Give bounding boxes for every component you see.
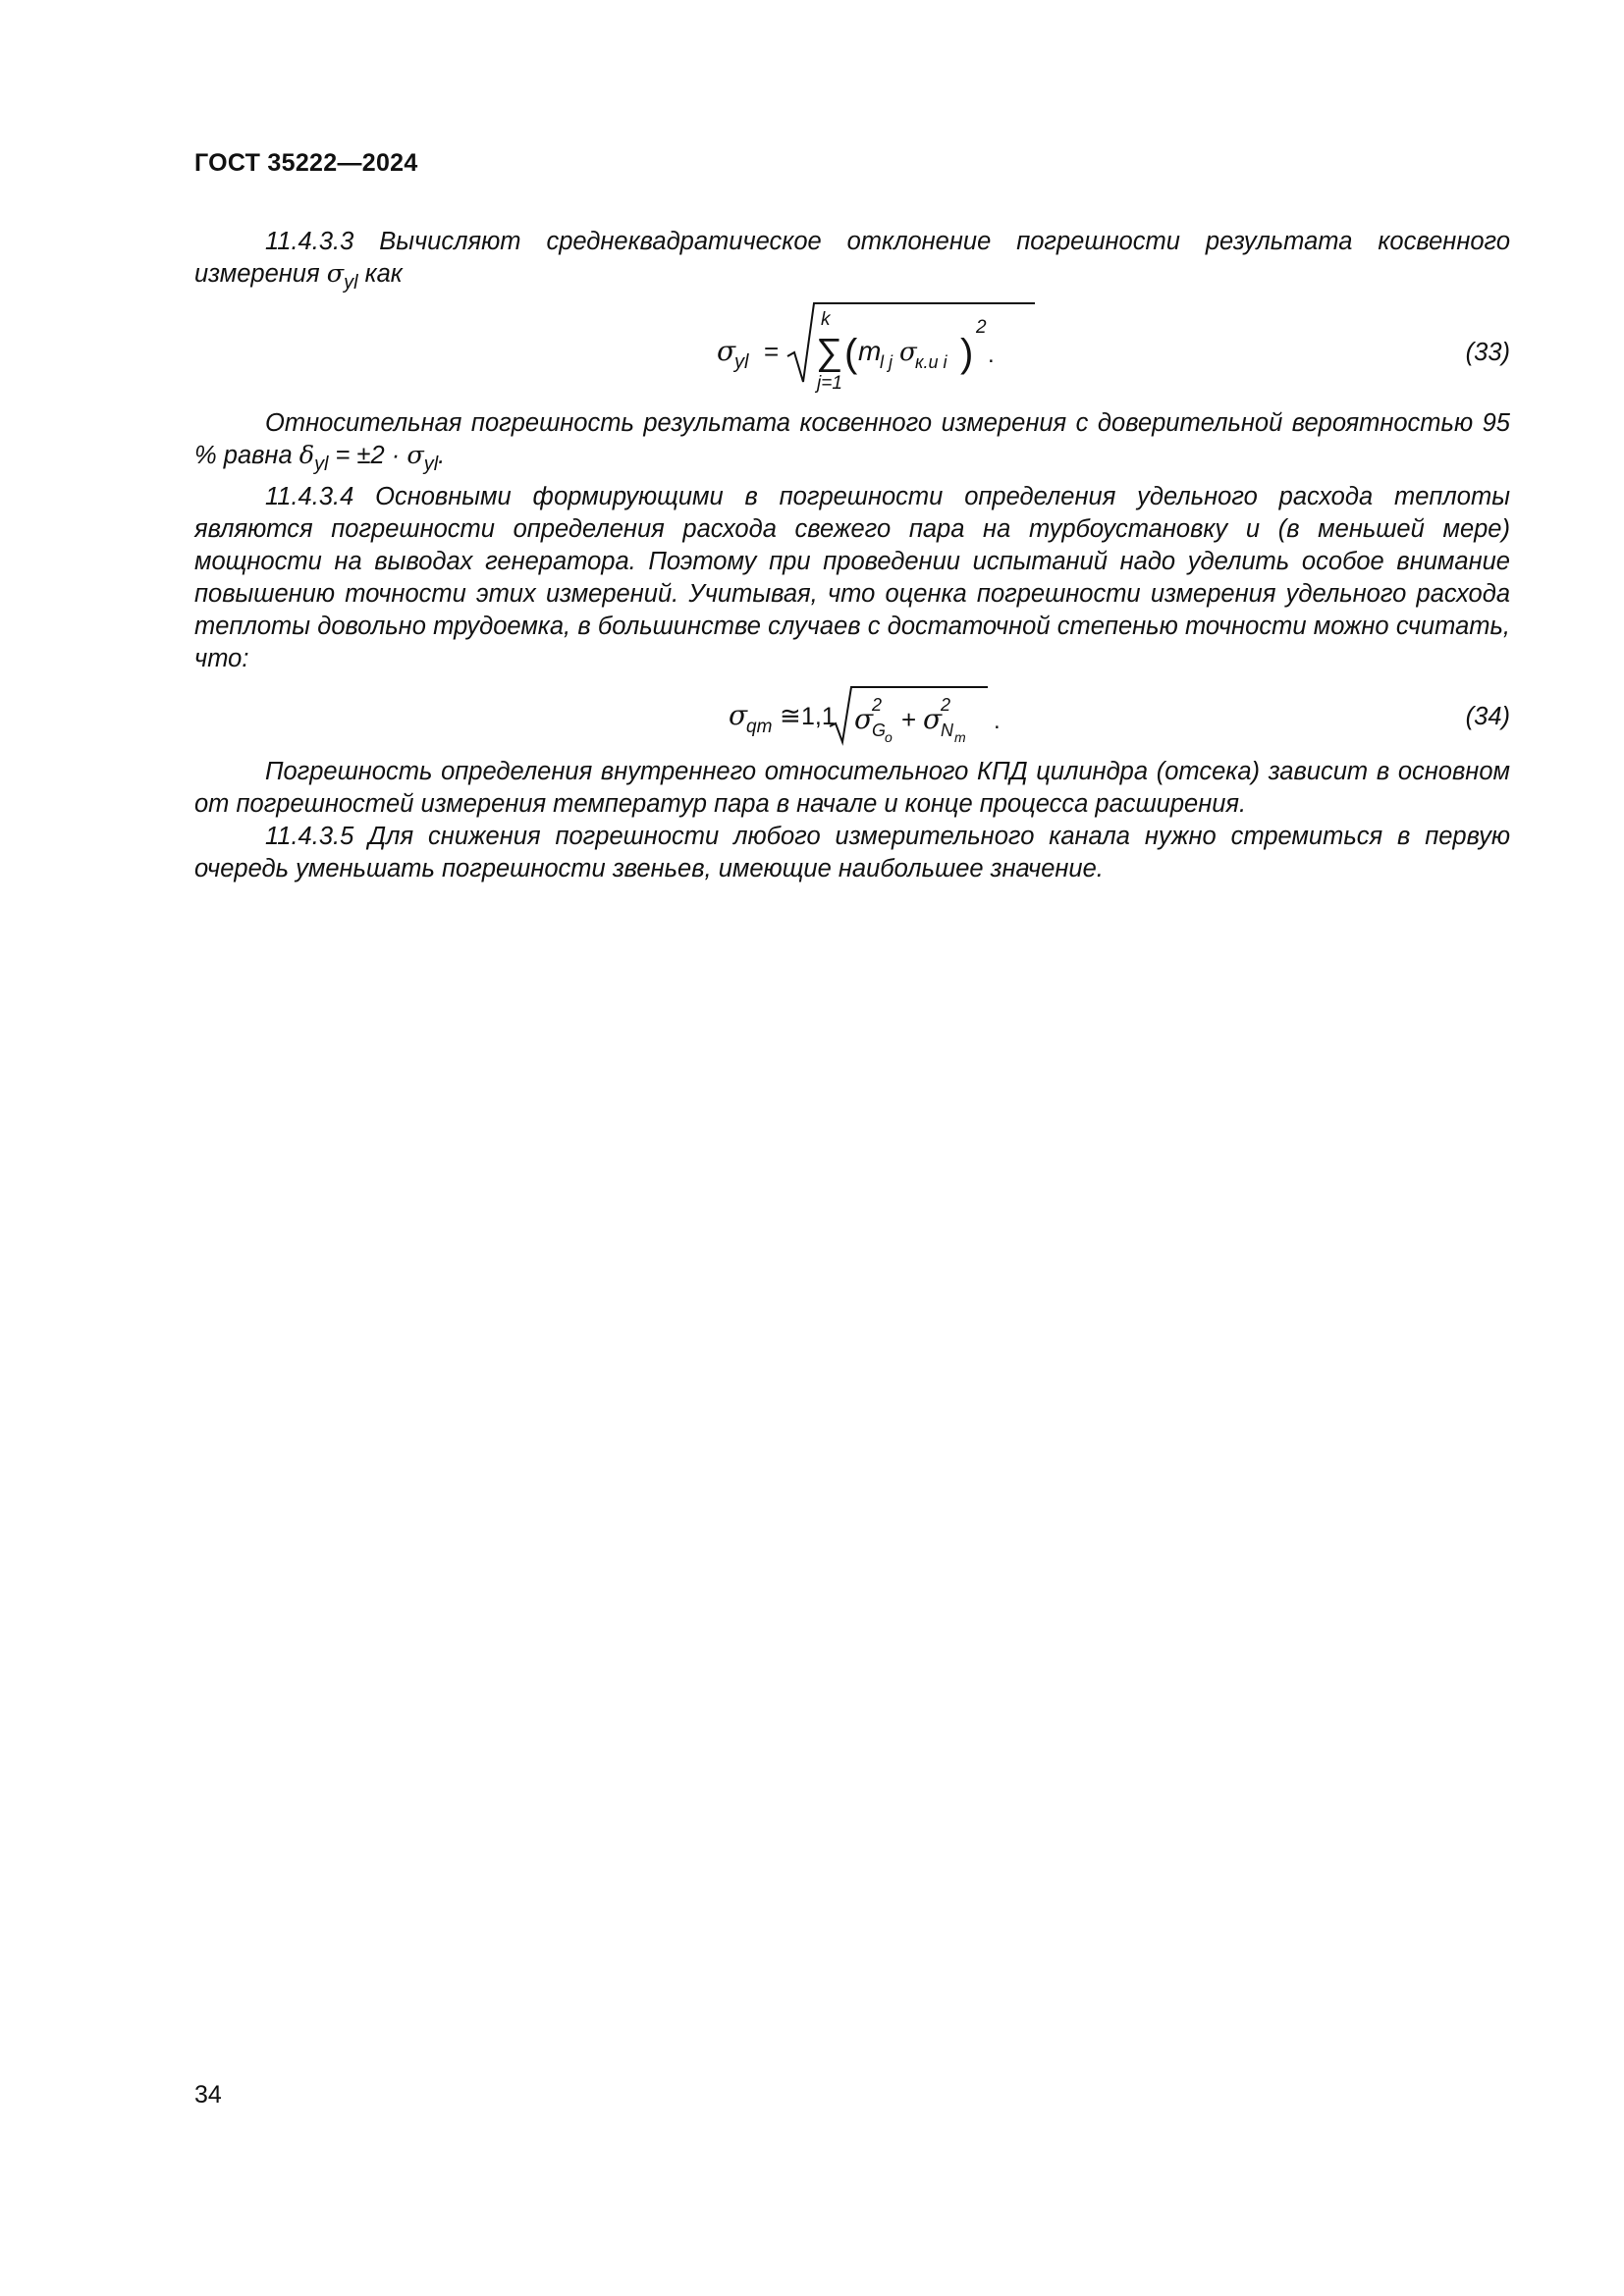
delta-symbol: δ [298,440,315,470]
eq34-sub-o: o [885,728,893,745]
eq34-sigma: σ [729,698,748,731]
eq33-paren-close: ) [960,331,974,375]
eq34-plus: + [901,704,917,734]
eq34-sq2: 2 [941,694,951,715]
equation-33 [194,299,1510,407]
paragraph-11-4-3-3: 11.4.3.3 Вычисляют среднеквадратическое отклонение погрешности результата косвенного измерения $\sigma_{yl}$ как [194,228,1510,294]
equation-34-number: (34) [1465,702,1510,730]
eq33-equals: = [764,336,780,366]
document-body [194,226,1510,885]
eq34-sigma-nt: σ [923,702,943,735]
eq33-m: m [858,335,882,366]
equation-33-number: (33) [1465,338,1510,366]
eq33-period: . [988,341,995,368]
eq33-sub-yl: yl [734,350,749,373]
eq34-sq1: 2 [872,694,883,715]
sigma-symbol: σ [326,259,345,289]
document-header: ГОСТ 35222—2024 [194,149,418,177]
eq34-sub-n: N [941,720,953,740]
eq34-sub-g: G [872,720,887,740]
eq33-j1: j=1 [817,372,842,394]
sigma-symbol: σ [406,440,424,470]
equation-34-formula [725,675,1039,756]
paragraph-relative-error: Относительная погрешность результата косвенного измерения с доверительной вероятностью 95 % равна $\delta_{yl} = \pm 2 \cdot \sigma_{yl}$. [194,408,1510,475]
eq34-approx: ≅ [780,700,801,730]
paragraph-11-4-3-5: 11.4.3.5 Для снижения погрешности любого измерительного канала нужно стремиться в первую очередь уменьшать погрешности звеньев, имеющие наибольшее значение. [194,822,1510,882]
paragraph-11-4-3-4: 11.4.3.4 Основными формирующими в погрешности определения удельного расхода теплоты являются погрешности определения расхода свежего пара на турбоустановку и (в меньшей мере) мощности на выводах генератора. Поэтому при проведении испытаний надо уделить особое внимание повышению точности этих измерений. Учитывая, что оценка погрешности измерения удельного расхода теплоты довольно трудоемка, в большинстве случаев с достаточной степенью точности можно считать, что: [194,482,1510,672]
eq34-sub-qt: qт [746,716,773,737]
eq34-period: . [994,707,1001,734]
eq34-sub-t: т [954,728,966,745]
paragraph-efficiency-error: Погрешность определения внутреннего относительного КПД цилиндра (отсека) зависит в основном от погрешностей измерения температур пара в начале и конце процесса расширения. [194,757,1510,818]
page-number: 34 [194,2081,222,2109]
eq33-sigma2: σ [899,337,917,367]
eq33-sum: ∑ [816,331,843,373]
equation-34 [194,675,1510,756]
eq33-k: k [821,308,831,330]
eq33-square: 2 [976,316,987,338]
eq33-sub-lj: l j [880,351,893,372]
eq34-sigma-go: σ [854,702,874,735]
eq33-sigma: σ [717,334,736,367]
equation-33-formula [705,299,1019,407]
eq33-paren-open: ( [844,331,858,375]
eq34-coef: 1,1 [801,702,836,730]
eq33-sub-ki: к.и i [915,351,947,372]
